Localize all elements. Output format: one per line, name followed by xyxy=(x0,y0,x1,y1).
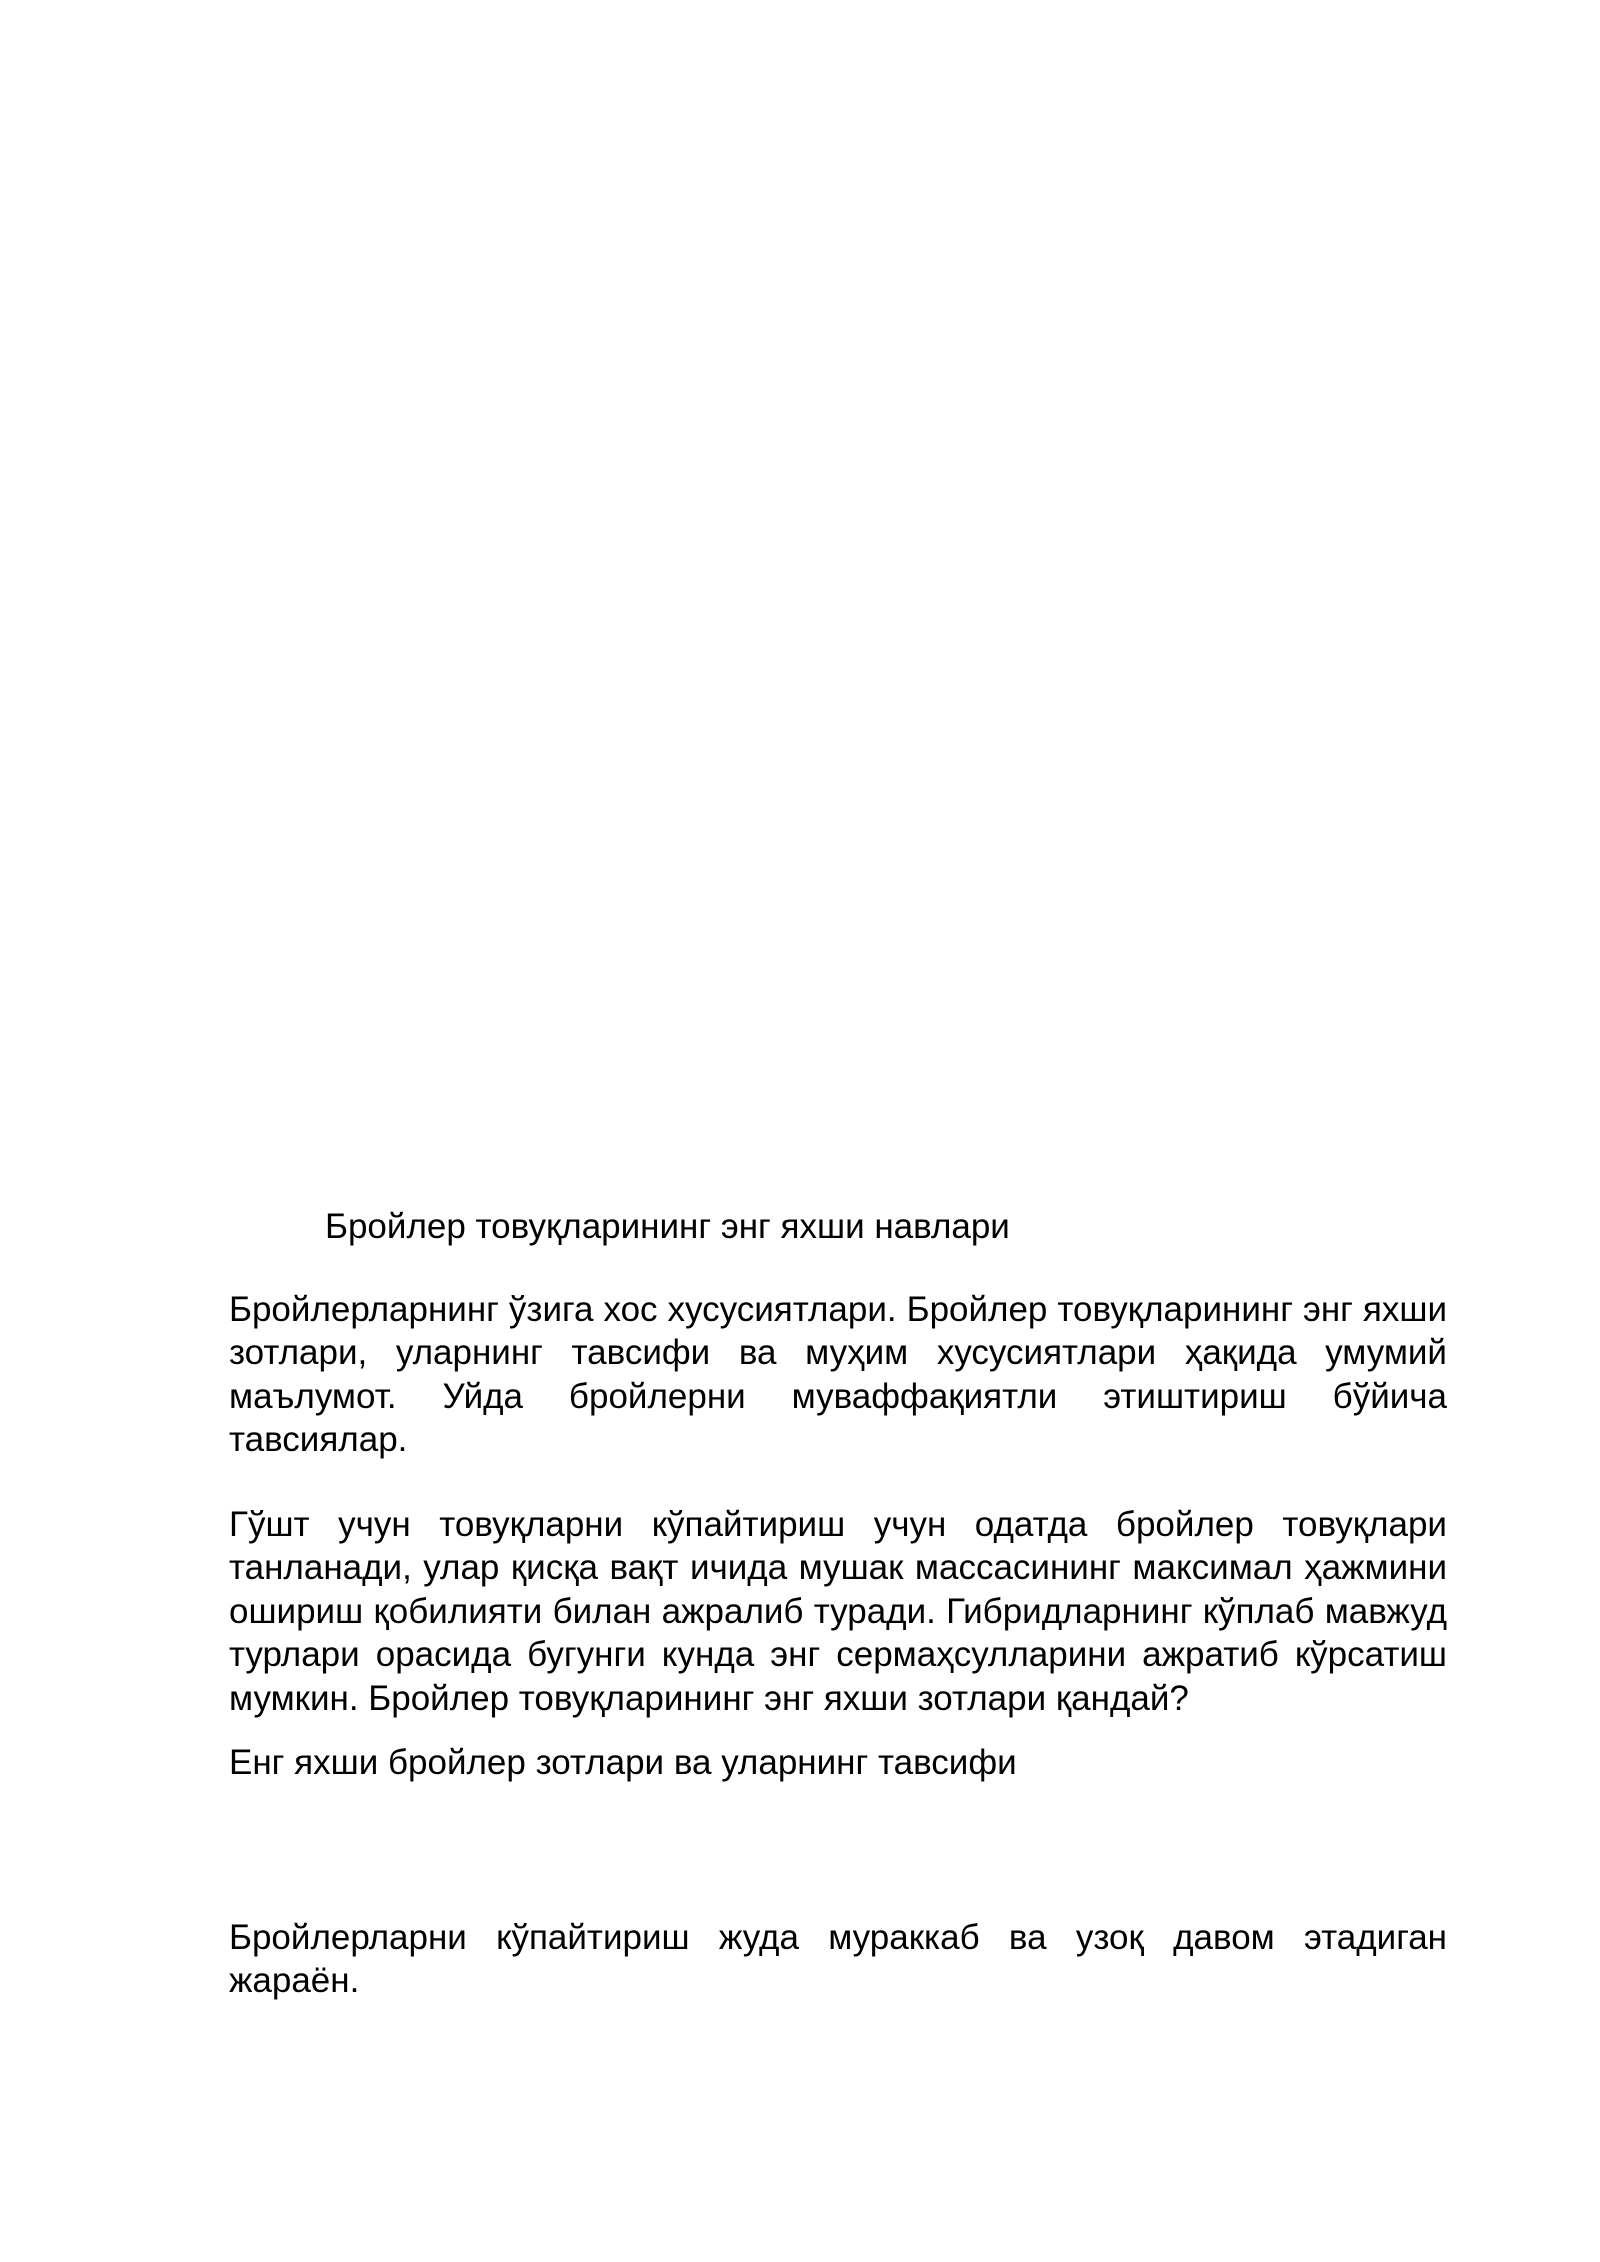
section-heading: Енг яхши бройлер зотлари ва уларнинг тавсифи xyxy=(229,1743,1017,1782)
intro-paragraph: Бройлерларнинг ўзига хос хусусиятлари. Бройлер товуқларининг энг яхши зотлари, уларнинг тавсифи ва муҳим хусусиятлари ҳақида умумий маълумот. Уйда бройлерни муваффақиятли этиштириш бўйича тавсиялар. xyxy=(229,1289,1447,1459)
body-paragraph: Гўшт учун товуқларни кўпайтириш учун одатда бройлер товуқлари танланади, улар қисқа вақт ичида мушак массасининг максимал ҳажмини ошириш қобилияти билан ажралиб туради. Гибридларнинг кўплаб мавжуд турлари орасида бугунги кунда энг сермаҳсулларини ажратиб кўрсатиш мумкин. Бройлер товуқларининг энг яхши зотлари қандай? xyxy=(229,1504,1447,1718)
document-content xyxy=(229,1205,1447,2003)
closing-paragraph: Бройлерларни кўпайтириш жуда мураккаб ва узоқ давом этадиган жараён. xyxy=(229,1917,1447,2000)
document-title: Бройлер товуқларининг энг яхши навлари xyxy=(325,1207,1010,1246)
